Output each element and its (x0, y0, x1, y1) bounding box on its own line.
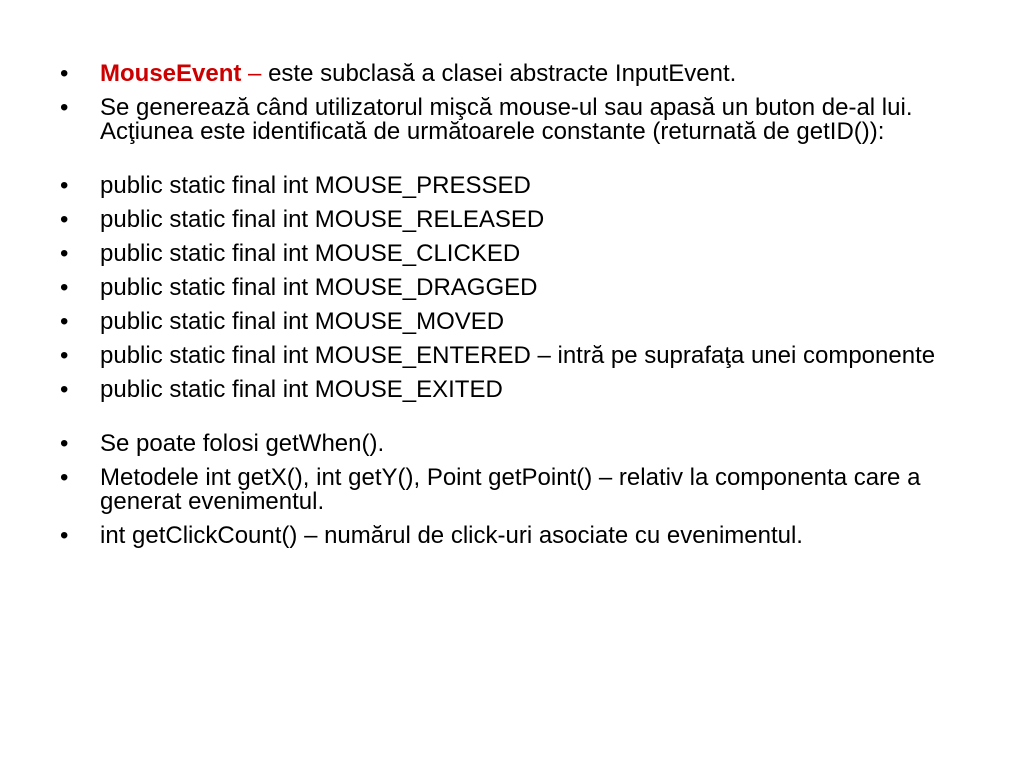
mouse-pressed-text: public static final int MOUSE_PRESSED (100, 172, 531, 199)
bullet-icon: • (60, 342, 69, 369)
bullet-icon: • (60, 172, 69, 199)
mouseevent-description: este subclasă a clasei abstracte InputEvent. (268, 60, 737, 87)
bullet-item-getwhen (60, 432, 960, 456)
bullet-item-mouse-dragged (60, 276, 960, 300)
bullet-icon: • (60, 430, 69, 457)
bullet-item-mouse-clicked (60, 242, 960, 266)
bullet-icon: • (60, 240, 69, 267)
bullet-icon: • (60, 60, 69, 87)
mouse-dragged-text: public static final int MOUSE_DRAGGED (100, 274, 538, 301)
bullet-list (60, 62, 960, 558)
bullet-item-clickcount (60, 524, 960, 548)
bullet-icon: • (60, 308, 69, 335)
bullet-icon: • (60, 206, 69, 233)
bullet-icon: • (60, 94, 69, 121)
mouse-released-text: public static final int MOUSE_RELEASED (100, 206, 545, 233)
bullet-icon: • (60, 274, 69, 301)
bullet-item-generation (60, 96, 960, 144)
mouseevent-term: MouseEvent (100, 60, 242, 87)
bullet-icon: • (60, 464, 69, 491)
generation-text: Se generează când utilizatorul mişcă mouse-ul sau apasă un buton de-al lui. Acţiunea este identificată de următoarele constante (returnată de getID()): (100, 94, 913, 145)
bullet-icon: • (60, 376, 69, 403)
mouse-clicked-text: public static final int MOUSE_CLICKED (100, 240, 521, 267)
bullet-item-mouse-pressed (60, 174, 960, 198)
mouse-exited-text: public static final int MOUSE_EXITED (100, 376, 503, 403)
bullet-item-mouseevent (60, 62, 960, 86)
get-methods-text: Metodele int getX(), int getY(), Point getPoint() – relativ la componenta care a generat evenimentul. (100, 464, 921, 515)
clickcount-text: int getClickCount() – numărul de click-uri asociate cu evenimentul. (100, 522, 803, 549)
bullet-item-mouse-exited (60, 378, 960, 402)
mouse-moved-text: public static final int MOUSE_MOVED (100, 308, 505, 335)
bullet-item-mouse-released (60, 208, 960, 232)
getwhen-text: Se poate folosi getWhen(). (100, 430, 385, 457)
bullet-item-get-methods (60, 466, 960, 514)
bullet-item-mouse-moved (60, 310, 960, 334)
bullet-icon: • (60, 522, 69, 549)
mouseevent-dash: – (241, 60, 269, 87)
bullet-item-mouse-entered (60, 344, 960, 368)
mouse-entered-text: public static final int MOUSE_ENTERED – intră pe suprafaţa unei componente (100, 342, 936, 369)
